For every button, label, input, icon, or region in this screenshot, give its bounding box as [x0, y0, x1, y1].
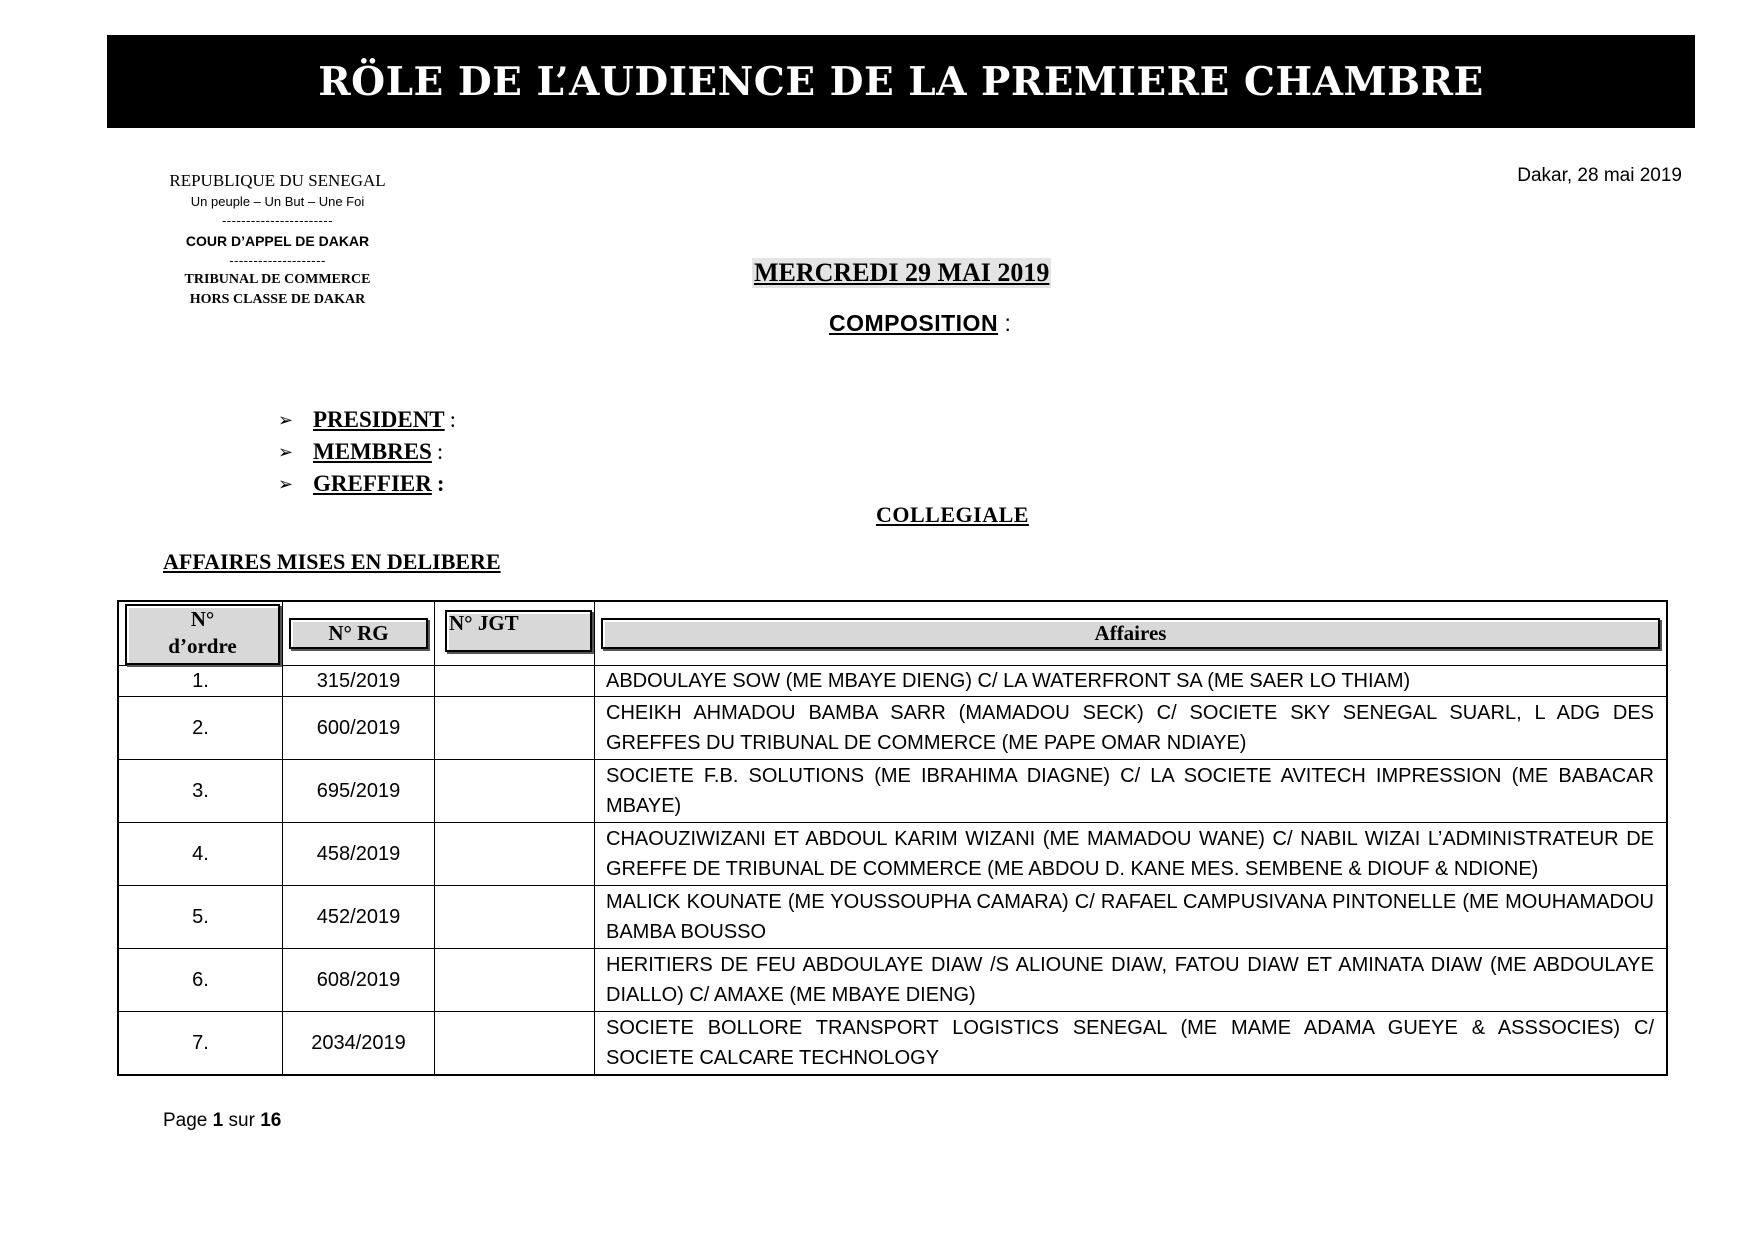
header-jgt: N° JGT [445, 610, 592, 652]
cell-order: 3. [192, 779, 209, 802]
title-banner [107, 35, 1695, 128]
letterhead [140, 170, 415, 310]
header-cell-affaires [594, 602, 1666, 665]
header-affaires: Affaires [601, 618, 1660, 649]
cell-rg: 2034/2019 [282, 1012, 434, 1074]
header-order-line2: d’ordre [168, 634, 237, 658]
role-suffix: : [436, 439, 444, 464]
cell-rg: 315/2019 [282, 666, 434, 696]
header-order-line1: N° [190, 607, 215, 631]
table-row [119, 822, 1666, 885]
date-place: Dakar, 28 mai 2019 [1517, 165, 1682, 186]
composition-heading [829, 310, 1011, 337]
footer-middle: sur [223, 1110, 261, 1131]
cell-rg: 695/2019 [282, 760, 434, 822]
cell-rg: 458/2019 [282, 823, 434, 885]
footer-prefix: Page [163, 1110, 213, 1131]
role-members [278, 436, 456, 468]
composition-label: COMPOSITION [829, 310, 999, 336]
cell-rg: 600/2019 [282, 697, 434, 759]
cell-jgt [434, 823, 594, 885]
header-order [125, 604, 280, 665]
letterhead-tribunal: TRIBUNAL DE COMMERCE [184, 272, 371, 287]
cell-jgt [434, 760, 594, 822]
cell-jgt [434, 1012, 594, 1074]
table-row [119, 1011, 1666, 1074]
role-clerk [278, 468, 456, 500]
table-header-row [119, 602, 1666, 665]
table-row [119, 948, 1666, 1011]
role-label: GREFFIER [313, 471, 432, 496]
cell-order: 2. [192, 716, 209, 739]
cell-jgt [434, 949, 594, 1011]
letterhead-republic: REPUBLIQUE DU SENEGAL [169, 171, 386, 190]
table-row [119, 665, 1666, 696]
hearing-date: MERCREDI 29 MAI 2019 [754, 258, 1050, 287]
role-label: PRESIDENT [313, 407, 445, 432]
page-total: 16 [260, 1110, 282, 1131]
letterhead-motto: Un peuple – Un But – Une Foi [190, 194, 365, 209]
cases-table [117, 600, 1668, 1076]
letterhead-separator: -------------------- [229, 253, 326, 268]
cell-affaire: CHAOUZIWIZANI ET ABDOUL KARIM WIZANI (ME MAMADOU WANE) C/ NABIL WIZAI L’ADMINISTRATEUR DE GREFFE DE TRIBUNAL DE COMMERCE (ME ABDOU D. KANE MES. SEMBENE & DIOUF & NDIONE) [594, 823, 1666, 885]
letterhead-court: COUR D’APPEL DE DAKAR [185, 233, 370, 249]
table-row [119, 696, 1666, 759]
arrowhead-bullet-icon: ➢ [278, 473, 294, 494]
letterhead-tribunal-class: HORS CLASSE DE DAKAR [189, 292, 366, 307]
letterhead-separator: ----------------------- [221, 213, 334, 228]
cell-affaire: HERITIERS DE FEU ABDOULAYE DIAW /S ALIOUNE DIAW, FATOU DIAW ET AMINATA DIAW (ME ABDOULAYE DIALLO) C/ AMAXE (ME MBAYE DIENG) [594, 949, 1666, 1011]
role-suffix: : [449, 407, 457, 432]
cell-jgt [434, 697, 594, 759]
arrowhead-bullet-icon: ➢ [278, 441, 294, 462]
cell-jgt [434, 886, 594, 948]
composition-suffix: : [998, 310, 1011, 336]
cell-affaire: CHEIKH AHMADOU BAMBA SARR (MAMADOU SECK) C/ SOCIETE SKY SENEGAL SUARL, L ADG DES GREFFES DU TRIBUNAL DE COMMERCE (ME PAPE OMAR NDIAYE) [594, 697, 1666, 759]
section-title: AFFAIRES MISES EN DELIBERE [163, 549, 501, 574]
cell-affaire: SOCIETE F.B. SOLUTIONS (ME IBRAHIMA DIAGNE) C/ LA SOCIETE AVITECH IMPRESSION (ME BABACAR MBAYE) [594, 760, 1666, 822]
page-current: 1 [212, 1110, 224, 1131]
formation-label: COLLEGIALE [876, 502, 1029, 527]
cell-affaire: MALICK KOUNATE (ME YOUSSOUPHA CAMARA) C/ RAFAEL CAMPUSIVANA PINTONELLE (ME MOUHAMADOU BAMBA BOUSSO [594, 886, 1666, 948]
page-footer [163, 1110, 281, 1132]
cell-rg: 608/2019 [282, 949, 434, 1011]
header-cell-rg [282, 602, 434, 665]
header-cell-order [119, 602, 282, 665]
roles-list [278, 404, 456, 500]
cell-order: 4. [192, 842, 209, 865]
header-cell-jgt [434, 602, 594, 665]
table-row [119, 759, 1666, 822]
role-suffix: : [436, 471, 445, 496]
cell-order: 1. [192, 669, 209, 692]
role-president [278, 404, 456, 436]
table-row [119, 885, 1666, 948]
cell-affaire: SOCIETE BOLLORE TRANSPORT LOGISTICS SENEGAL (ME MAME ADAMA GUEYE & ASSSOCIES) C/ SOCIETE CALCARE TECHNOLOGY [594, 1012, 1666, 1074]
cell-order: 6. [192, 968, 209, 991]
header-rg: N° RG [289, 618, 428, 649]
page-title: RÖLE DE L’AUDIENCE DE LA PREMIERE CHAMBRE [318, 58, 1484, 105]
cell-jgt [434, 666, 594, 696]
cell-rg: 452/2019 [282, 886, 434, 948]
cell-order: 7. [192, 1031, 209, 1054]
cell-affaire: ABDOULAYE SOW (ME MBAYE DIENG) C/ LA WATERFRONT SA (ME SAER LO THIAM) [594, 666, 1666, 696]
role-label: MEMBRES [313, 439, 432, 464]
cell-order: 5. [192, 905, 209, 928]
arrowhead-bullet-icon: ➢ [278, 409, 294, 430]
